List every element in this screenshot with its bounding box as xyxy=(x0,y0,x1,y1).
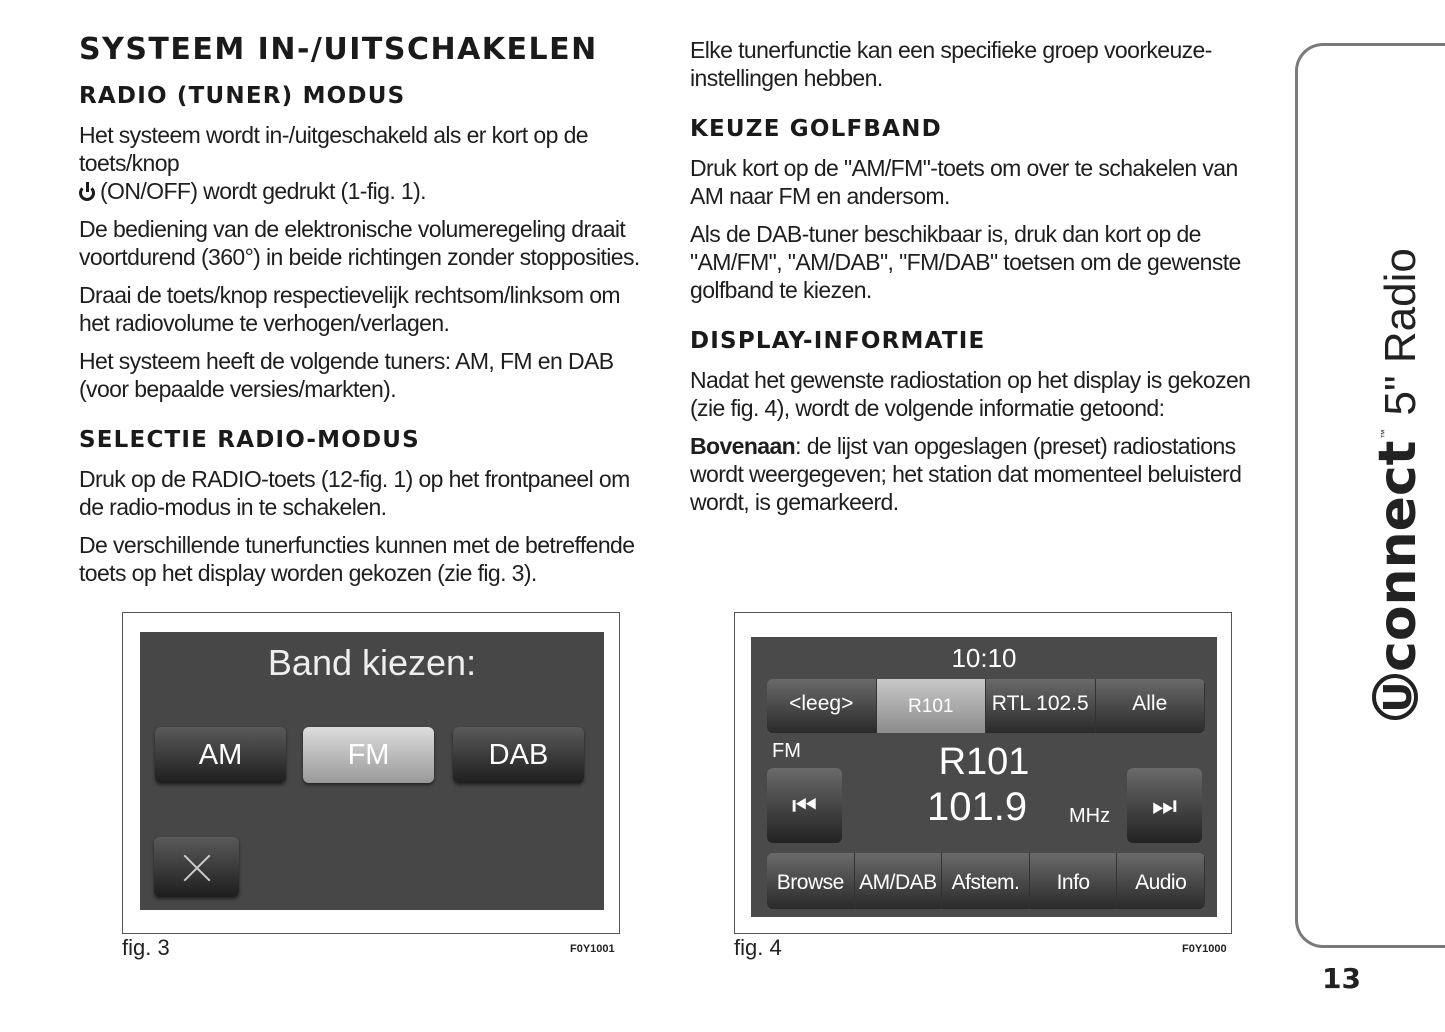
preset-button-all[interactable]: Alle xyxy=(1096,679,1206,733)
page-heading: SYSTEEM IN-/UITSCHAKELEN xyxy=(79,32,598,67)
dab-button[interactable]: DAB xyxy=(453,727,584,783)
paragraph: Draai de toets/knop respectievelijk rechtsom/linksom om het radiovolume te verhogen/verlagen. xyxy=(79,282,620,336)
paragraph xyxy=(79,121,649,205)
paragraph-text: : de lijst van opgeslagen (preset) radiostations wordt weergegeven; het station dat momenteel beluisterd wordt, is gemarkeerd. xyxy=(690,433,1242,515)
figure-code: F0Y1000 xyxy=(1182,943,1227,955)
section-heading-select-radio-mode: SELECTIE RADIO-MODUS xyxy=(79,427,420,453)
close-button[interactable] xyxy=(154,837,239,897)
previous-button[interactable] xyxy=(767,768,842,843)
next-button[interactable] xyxy=(1127,768,1202,843)
band-select-title: Band kiezen: xyxy=(267,642,477,683)
preset-bar xyxy=(767,679,1205,733)
paragraph: Druk op de RADIO-toets (12-fig. 1) op het frontpaneel om de radio-modus in te schakelen. xyxy=(79,466,630,520)
paragraph: De bediening van de elektronische volumeregeling draait voortdurend (360°) in beide richtingen zonder stopposities. xyxy=(79,216,640,270)
figure-radio-display xyxy=(734,612,1232,934)
preset-button-selected[interactable]: R101 xyxy=(877,679,987,733)
paragraph-text: (ON/OFF) wordt gedrukt (1-fig. 1). xyxy=(100,178,426,204)
paragraph: Nadat het gewenste radiostation op het display is gekozen (zie fig. 4), wordt de volgende informatie getoond: xyxy=(690,367,1251,421)
figure-band-select xyxy=(122,612,620,934)
figure-caption: fig. 4 xyxy=(734,935,782,960)
figure-caption: fig. 3 xyxy=(122,935,170,960)
station-name: R101 xyxy=(938,741,1030,783)
chapter-title: 5" Radio xyxy=(1376,248,1425,416)
section-heading-display-info: DISPLAY-INFORMATIE xyxy=(690,328,986,354)
preset-button[interactable]: RTL 102.5 xyxy=(986,679,1096,733)
left-column xyxy=(79,32,649,597)
skip-forward-icon: ⏭ xyxy=(1151,790,1178,821)
am-dab-button[interactable]: AM/DAB xyxy=(855,853,943,909)
radio-screen xyxy=(751,637,1217,917)
band-label: FM xyxy=(772,740,801,762)
tune-button[interactable]: Afstem. xyxy=(942,853,1030,909)
paragraph: Het systeem heeft de volgende tuners: AM, FM en DAB (voor bepaalde versies/markten). xyxy=(79,348,614,402)
uconnect-logo: Uconnect xyxy=(1368,440,1428,720)
paragraph-text: Het systeem wordt in-/uitgeschakeld als er kort op de toets/knop xyxy=(79,122,588,176)
figure-code: F0Y1001 xyxy=(570,943,615,955)
paragraph: Elke tunerfunctie kan een specifieke groep voorkeuze-instellingen hebben. xyxy=(690,37,1212,91)
info-button[interactable]: Info xyxy=(1030,853,1118,909)
am-button[interactable]: AM xyxy=(155,727,286,783)
skip-back-icon: ⏮ xyxy=(791,790,818,821)
frequency-unit: MHz xyxy=(1069,805,1111,827)
close-icon xyxy=(182,853,212,883)
chapter-tab-title: Uconnect™5" Radio xyxy=(1368,248,1428,720)
section-heading-band-select: KEUZE GOLFBAND xyxy=(690,116,942,142)
radio-screen xyxy=(140,632,604,910)
section-heading-radio-mode: RADIO (TUNER) MODUS xyxy=(79,83,406,109)
bold-lead: Bovenaan xyxy=(690,433,796,459)
power-icon xyxy=(79,185,95,201)
preset-button[interactable]: <leeg> xyxy=(767,679,877,733)
bottom-menu xyxy=(767,853,1205,909)
fm-button[interactable]: FM xyxy=(303,727,434,783)
audio-button[interactable]: Audio xyxy=(1117,853,1205,909)
clock: 10:10 xyxy=(951,643,1017,673)
page-number: 13 xyxy=(1322,962,1361,995)
paragraph xyxy=(690,432,1275,516)
frequency: 101.9 xyxy=(927,785,1028,829)
browse-button[interactable]: Browse xyxy=(767,853,855,909)
paragraph: De verschillende tunerfuncties kunnen met de betreffende toets op het display worden gekozen (zie fig. 3). xyxy=(79,532,635,586)
paragraph: Druk kort op de "AM/FM"-toets om over te schakelen van AM naar FM en andersom. xyxy=(690,155,1238,209)
paragraph: Als de DAB-tuner beschikbaar is, druk dan kort op de "AM/FM", "AM/DAB", "FM/DAB" toetsen om de gewenste golfband te kiezen. xyxy=(690,221,1241,303)
right-column xyxy=(690,36,1275,526)
